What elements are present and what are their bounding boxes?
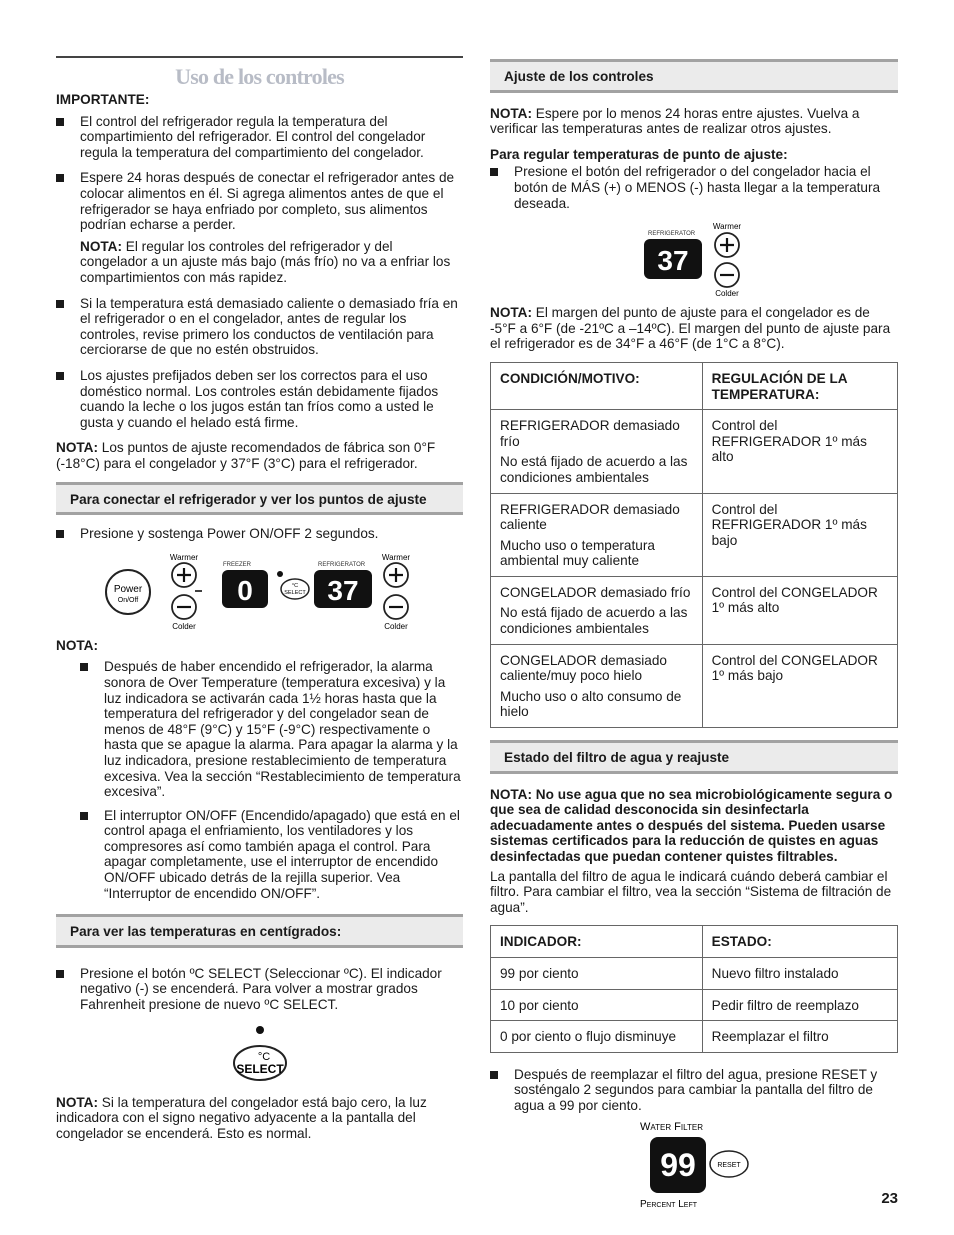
list-item: Presione el botón ºC SELECT (Seleccionar ºC). El indicador negativo (-) se encenderá. Para volver a mostrar grados Fahrenheit presione de nuevo ºC SELECT. (56, 966, 463, 1013)
table-cell: CONGELADOR demasiado caliente/muy poco hielo (500, 652, 667, 684)
indicator-dot (256, 1026, 264, 1034)
left-column (56, 56, 463, 1151)
list-item: Después de haber encendido el refrigerador, la alarma sonora de Over Temperature (temperatura excesiva) y la luz indicadora se activarán cada 1½ horas hasta que la temperatura del refrigerador y del congelador sean de menos de 48°F (9°C) y 15°F (-9°C) respectivamente o hasta que se apague la alarma. Para apagar la alarma y la luz indicadora, presione restablecimiento de temperatura excesiva. Vea la sección “Restablecimiento de temperatura excesiva”. (80, 659, 463, 799)
table-cell: Control del CONGELADOR 1º más alto (702, 576, 897, 644)
freezer-plus-button (172, 563, 196, 587)
table-cell: No está fijado de acuerdo a las condiciones ambientales (500, 454, 688, 485)
table-row (491, 1021, 898, 1053)
note: NOTA: El regular los controles del refrigerador y del congelador a un ajuste más bajo (más frío) no va a enfriar los compartimientos con más rapidez. (80, 238, 451, 286)
table-header: REGULACIÓN DE LA TEMPERATURA: (702, 362, 897, 409)
celsius-select-illustration (56, 1023, 463, 1083)
select-line2: SELECT (236, 1061, 284, 1076)
importante-label: IMPORTANTE: (56, 92, 150, 108)
svg-text:99: 99 (660, 1146, 696, 1183)
nota-list (80, 659, 463, 901)
warmer-label: Warmer (169, 552, 199, 562)
table-cell: 10 por ciento (491, 989, 703, 1021)
table-cell: REFRIGERADOR demasiado caliente (500, 501, 680, 533)
refrigerator-control-illustration (490, 221, 898, 297)
table-header-row (491, 926, 898, 958)
table-cell: 0 por ciento o flujo disminuye (491, 1021, 703, 1053)
indicator-dot (277, 571, 283, 577)
svg-text:Power: Power (113, 583, 143, 595)
note: NOTA: Espere por lo menos 24 horas entre ajustes. Vuelva a verificar las temperaturas antes de realizar otros ajustes. (490, 105, 860, 137)
svg-text:RESET: RESET (717, 1161, 741, 1169)
filter-text: La pantalla del filtro de agua le indicará cuándo deberá cambiar el filtro. Para cambiar el filtro, vea la sección “Sistema de filtración de agua”. (490, 868, 892, 915)
list-item: Presione el botón del refrigerador o del congelador hacia el botón de MÁS (+) o MENOS (-) hasta llegar a la temperatura deseada. (490, 164, 898, 211)
list-item: Espere 24 horas después de conectar el refrigerador antes de colocar alimentos en él. Si agrega alimentos antes de que el refrigerador se haya enfriado por completo, sus alimentos podrían echarse a perder. (56, 170, 463, 232)
list-item: Presione y sostenga Power ON/OFF 2 segundos. (56, 526, 463, 542)
percent-left-label: Percent Left (640, 1198, 698, 1210)
table-header: CONDICIÓN/MOTIVO: (491, 362, 703, 409)
table-cell: Mucho uso o temperatura ambiental muy caliente (500, 537, 655, 569)
list-item: Si la temperatura está demasiado caliente o demasiado fría en el refrigerador o en el congelador, antes de regular los controles, revise primero los conductos de ventilación para cerciorarse de que no estén obstruidos. (56, 296, 463, 358)
minus-button (715, 263, 739, 287)
refrigerator-display (644, 239, 702, 279)
table-cell: Control del CONGELADOR 1º más bajo (702, 644, 897, 727)
table-cell: Control del REFRIGERADOR 1º más alto (702, 410, 897, 493)
page-title: Uso de los controles (175, 63, 344, 89)
svg-text:37: 37 (327, 574, 359, 606)
water-filter-illustration (490, 1118, 898, 1210)
section-header-adjust: Ajuste de los controles (490, 59, 898, 93)
table-header: INDICADOR: (491, 926, 703, 958)
table-cell: 99 por ciento (491, 957, 703, 989)
list-item: El interruptor ON/OFF (Encendido/apagado) que está en el control apaga el enfriamiento, los ventiladores y los compresores así como también apaga el control. Para apagar completamente, use el interruptor de encendido ON/OFF ubicado detrás de la rejilla superior. Vea “Interruptor de encendido ON/OFF”. (80, 808, 463, 902)
table-cell: No está fijado de acuerdo a las condiciones ambientales (500, 605, 688, 637)
nota-label: NOTA: (56, 637, 99, 653)
refrigerator-minus-button (384, 595, 408, 619)
table-cell: Pedir filtro de reemplazo (702, 989, 897, 1021)
celsius-list (56, 966, 463, 1013)
page-number: 23 (881, 1190, 898, 1207)
section-header-filter: Estado del filtro de agua y reajuste (490, 740, 898, 774)
adjust-list (490, 164, 898, 211)
table-row (491, 493, 898, 576)
refrigerator-label: REFRIGERATOR (648, 231, 696, 238)
table-cell: Reemplazar el filtro (702, 1021, 897, 1053)
celsius-select-button (281, 579, 309, 599)
refrigerator-display (314, 570, 372, 608)
list-item: Los ajustes prefijados deben ser los correctos para el uso doméstico normal. Los controles están debidamente fijados cuando la leche o los jugos están tan fríos como a usted le gusta y cuando el helado está firme. (56, 368, 463, 430)
colder-label: Colder (384, 621, 408, 631)
important-list-2 (56, 296, 463, 431)
warmer-label: Warmer (381, 552, 411, 562)
svg-text:SELECT: SELECT (284, 589, 306, 596)
freezer-display (222, 570, 268, 608)
right-column (490, 56, 898, 1210)
table-cell: CONGELADOR demasiado frío (500, 584, 691, 600)
list-item: El control del refrigerador regula la temperatura del compartimiento del refrigerador. El control del congelador regula la temperatura del compartimiento del congelador. (56, 114, 463, 161)
water-filter-label: Water Filter (640, 1120, 703, 1133)
table-cell: Control del REFRIGERADOR 1º más bajo (702, 493, 897, 576)
colder-label: Colder (715, 289, 739, 298)
top-rule (56, 56, 463, 58)
section-header-connect: Para conectar el refrigerador y ver los puntos de ajuste (56, 482, 463, 516)
table-cell: Nuevo filtro instalado (702, 957, 897, 989)
note: NOTA: El margen del punto de ajuste para el congelador es de -5°F a 6°F (de -21ºC a –14ºC). El margen del punto de ajuste para el refrigerador es de 34°F a 46°F (de 1°C a 8°C). (490, 305, 891, 352)
control-panel-illustration (56, 552, 463, 632)
filter-warning: NOTA: No use agua que no sea microbiológicamente segura o que sea de calidad desconocida sin desinfectarla adecuadamente antes o después del sistema. Pueden usarse sistemas certificados para la reducción de quistes en aguas desinfectadas que puedan contener quistes filtrables. (490, 786, 893, 864)
filter-table (490, 925, 898, 1052)
freezer-minus-button (172, 595, 196, 619)
table-cell: Mucho uso o alto consumo de hielo (500, 688, 682, 720)
table-header: ESTADO: (702, 926, 897, 958)
plus-button (715, 233, 739, 257)
filter-display (650, 1137, 706, 1193)
reset-button (710, 1151, 748, 1177)
warmer-label: Warmer (712, 222, 742, 232)
freezer-label: FREEZER (223, 561, 252, 568)
table-row (491, 957, 898, 989)
svg-text:°C: °C (291, 582, 299, 589)
list-item: Después de reemplazar el filtro del agua, presione RESET y sosténgalo 2 segundos para cambiar la pantalla del filtro de agua a 99 por ciento. (490, 1067, 898, 1114)
section-header-celsius: Para ver las temperaturas en centígrados: (56, 914, 463, 948)
table-cell: REFRIGERADOR demasiado frío (500, 418, 680, 449)
power-button (106, 570, 150, 614)
table-row (491, 989, 898, 1021)
connect-list (56, 526, 463, 542)
table-row (491, 410, 898, 493)
refrigerator-plus-button (384, 563, 408, 587)
colder-label: Colder (172, 621, 196, 631)
subheading: Para regular temperaturas de punto de ajuste: (490, 146, 788, 162)
select-line1: °C (257, 1050, 271, 1063)
filter-list (490, 1067, 898, 1114)
refrigerator-label: REFRIGERATOR (318, 561, 366, 568)
temperature-table (490, 362, 898, 728)
table-row (491, 576, 898, 644)
table-header-row (491, 362, 898, 409)
note: NOTA: Los puntos de ajuste recomendados de fábrica son 0°F (-18°C) para el congelador y 37°F (3°C) para el refrigerador. (56, 440, 436, 471)
svg-text:0: 0 (237, 574, 253, 606)
table-row (491, 644, 898, 727)
svg-text:37: 37 (657, 245, 689, 277)
note: NOTA: Si la temperatura del congelador está bajo cero, la luz indicadora con el signo negativo adyacente a la pantalla del congelador se encenderá. Esto es normal. (56, 1094, 427, 1141)
svg-text:On/Off: On/Off (117, 596, 139, 604)
important-list (56, 114, 463, 233)
